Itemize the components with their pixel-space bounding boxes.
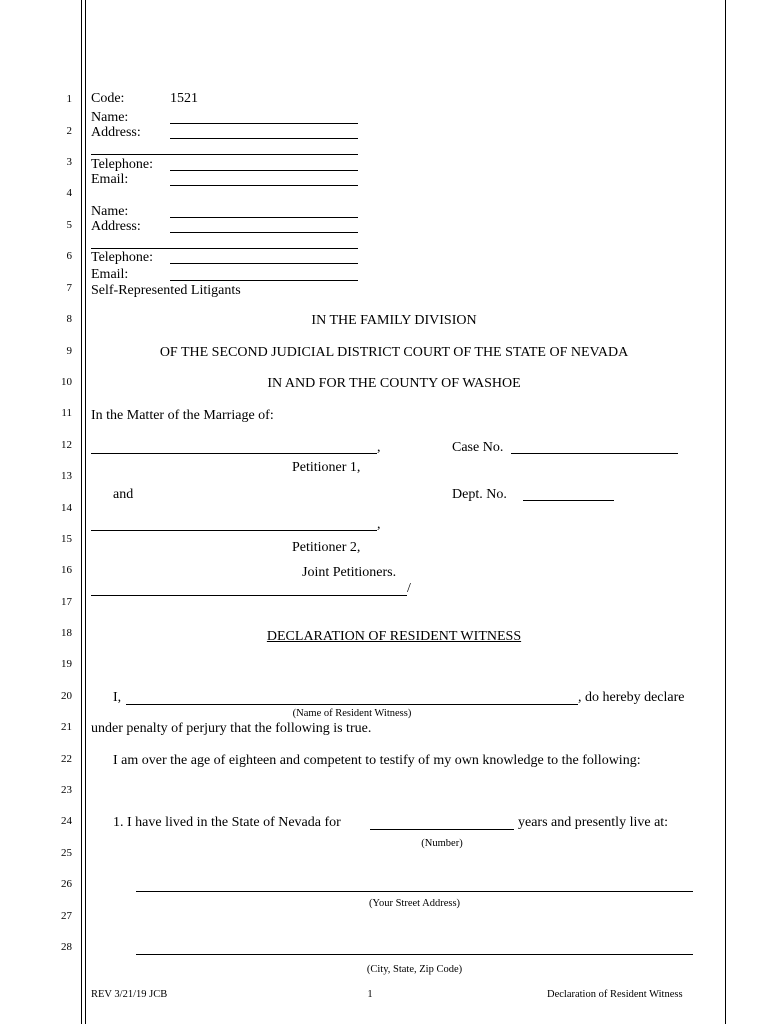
address-label-1: Address: (91, 125, 141, 140)
line-number: 20 (61, 690, 72, 702)
line-number: 17 (61, 596, 72, 608)
code-value: 1521 (170, 91, 198, 106)
years-field[interactable] (370, 829, 514, 830)
court-heading-line2: OF THE SECOND JUDICIAL DISTRICT COURT OF THE STATE OF NEVADA (159, 345, 629, 360)
email-field-1[interactable] (170, 185, 358, 186)
dept-no-field[interactable] (523, 500, 614, 501)
address-field-1-line2[interactable] (91, 154, 358, 155)
line-number: 11 (61, 407, 72, 419)
document-title: DECLARATION OF RESIDENT WITNESS (266, 629, 522, 644)
years-caption: (Number) (421, 838, 463, 849)
name-label-2: Name: (91, 204, 129, 219)
petitioner1-label: Petitioner 1, (292, 460, 361, 475)
joint-petitioners-label: Joint Petitioners. (302, 565, 397, 580)
line-number: 14 (61, 502, 72, 514)
line-number: 7 (66, 282, 72, 294)
telephone-label-2: Telephone: (91, 250, 153, 265)
resident-witness-name-caption: (Name of Resident Witness) (292, 708, 412, 719)
address-field-2[interactable] (170, 232, 358, 233)
name-field-2[interactable] (170, 217, 358, 218)
court-heading-line1: IN THE FAMILY DIVISION (311, 313, 477, 328)
line-number: 16 (61, 564, 72, 576)
street-address-field[interactable] (136, 891, 693, 892)
left-margin-rule-inner (85, 0, 86, 1024)
line-number: 21 (61, 721, 72, 733)
petitioner2-name-field[interactable] (91, 530, 377, 531)
line-number: 9 (66, 345, 72, 357)
line-number: 2 (66, 125, 72, 137)
self-represented-label: Self-Represented Litigants (91, 283, 241, 298)
name-field-1[interactable] (170, 123, 358, 124)
line-number: 25 (61, 847, 72, 859)
line-number: 5 (66, 219, 72, 231)
line-number: 27 (61, 910, 72, 922)
court-heading-line3: IN AND FOR THE COUNTY OF WASHOE (267, 376, 521, 391)
telephone-field-1[interactable] (170, 170, 358, 171)
left-margin-rule (81, 0, 82, 1024)
telephone-field-2[interactable] (170, 263, 358, 264)
line-number: 4 (66, 187, 72, 199)
code-label: Code: (91, 91, 125, 106)
address-field-1[interactable] (170, 138, 358, 139)
city-state-zip-field[interactable] (136, 954, 693, 955)
petitioner1-name-field[interactable] (91, 453, 377, 454)
email-label-2: Email: (91, 267, 129, 282)
street-address-caption: (Your Street Address) (368, 898, 461, 909)
age-statement: I am over the age of eighteen and competent to testify of my own knowledge to the following: (113, 753, 641, 768)
email-field-2[interactable] (170, 280, 358, 281)
line-number: 22 (61, 753, 72, 765)
telephone-label-1: Telephone: (91, 157, 153, 172)
line-number: 28 (61, 941, 72, 953)
line-number: 3 (66, 156, 72, 168)
caption-closing-rule (91, 595, 407, 596)
dept-no-label: Dept. No. (452, 487, 507, 502)
line-number: 10 (61, 376, 72, 388)
declare-suffix: , do hereby declare (578, 690, 685, 705)
line-number: 24 (61, 815, 72, 827)
petitioner2-label: Petitioner 2, (292, 540, 361, 555)
resident-witness-name-field[interactable] (126, 704, 578, 705)
caption-slash: / (407, 581, 411, 596)
petitioner2-comma: , (377, 517, 381, 532)
line-number: 26 (61, 878, 72, 890)
case-no-label: Case No. (452, 440, 504, 455)
line-number: 13 (61, 470, 72, 482)
perjury-statement: under penalty of perjury that the following is true. (91, 721, 372, 736)
name-label-1: Name: (91, 110, 129, 125)
footer-page-number: 1 (367, 989, 373, 1000)
right-margin-rule (725, 0, 726, 1024)
line-number: 12 (61, 439, 72, 451)
residency-statement-suffix: years and presently live at: (518, 815, 669, 830)
line-number: 18 (61, 627, 72, 639)
line-number: 1 (66, 93, 72, 105)
petitioner1-comma: , (377, 440, 381, 455)
residency-statement: 1. I have lived in the State of Nevada for (113, 815, 341, 830)
matter-heading: In the Matter of the Marriage of: (91, 408, 274, 423)
address-label-2: Address: (91, 219, 141, 234)
line-number: 23 (61, 784, 72, 796)
address-field-2-line2[interactable] (91, 248, 358, 249)
line-number: 6 (66, 250, 72, 262)
and-label: and (113, 487, 134, 502)
city-state-zip-caption: (City, State, Zip Code) (366, 964, 463, 975)
declarant-prefix: I, (113, 690, 122, 705)
footer-revision: REV 3/21/19 JCB (91, 989, 168, 1000)
footer-document-title: Declaration of Resident Witness (547, 989, 683, 1000)
line-number: 19 (61, 658, 72, 670)
line-number: 8 (66, 313, 72, 325)
line-number: 15 (61, 533, 72, 545)
case-no-field[interactable] (511, 453, 678, 454)
email-label-1: Email: (91, 172, 129, 187)
